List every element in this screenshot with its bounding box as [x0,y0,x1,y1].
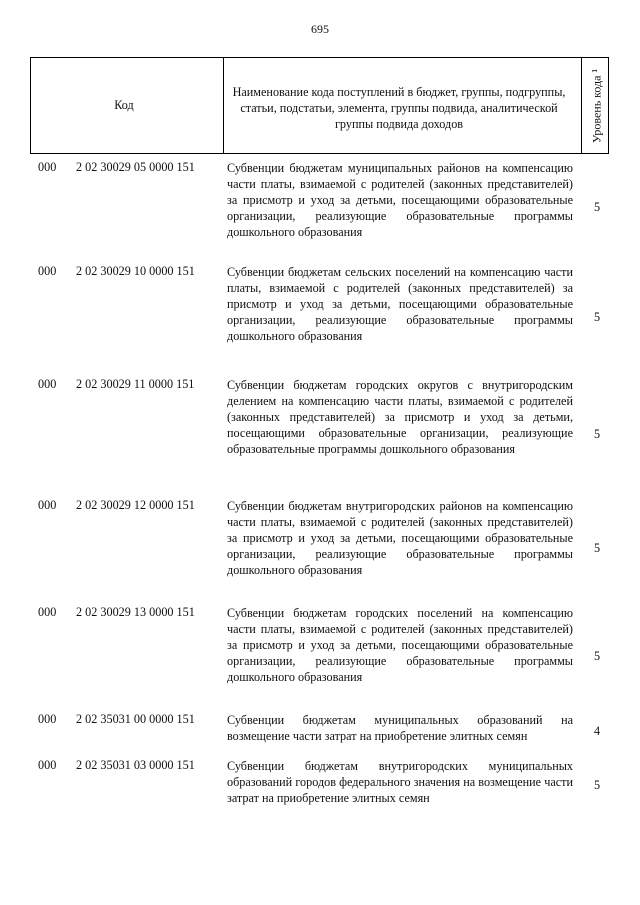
code-level: 4 [593,724,601,738]
admin-code: 000 [38,712,57,726]
row-description: Субвенции бюджетам сельских поселений на компенсацию части платы, взимаемой с родителей (законных представителей) за присмотр и уход за детьми, посещающими образовательные организации, реализующие образовательные программы дошкольного образования [227,265,573,343]
row-description: Субвенции бюджетам внутригородских муниципальных образований городов федерального значения на возмещение части затрат на приобретение элитных семян [227,759,573,805]
code-level: 5 [593,541,601,555]
code-level: 5 [593,778,601,792]
budget-code: 2 02 35031 03 0000 151 [76,758,195,772]
row-description: Субвенции бюджетам городских округов с внутригородским делением на компенсацию части платы, взимаемой с родителей (законных представителей) за присмотр и уход за детьми, посещающими образовательные организации, реализующие образовательные программы дошкольного образования [227,378,573,456]
row-description: Субвенции бюджетам внутригородских районов на компенсацию части платы, взимаемой с родителей (законных представителей) за присмотр и уход за детьми, посещающими образовательные организации, реализующие образовательные программы дошкольного образования [227,499,573,577]
column-divider [581,58,582,153]
code-level: 5 [593,427,601,441]
header-name: Наименование кода поступлений в бюджет, группы, подгруппы, статьи, подстатьи, элемента, группы подвида, аналитической группы подвида доходов [232,84,566,131]
budget-code: 2 02 30029 11 0000 151 [76,377,195,391]
row-description: Субвенции бюджетам муниципальных образований на возмещение части затрат на приобретение элитных семян [227,713,573,743]
table-header [30,57,609,154]
admin-code: 000 [38,758,57,772]
admin-code: 000 [38,160,57,174]
code-level: 5 [593,200,601,214]
admin-code: 000 [38,377,57,391]
header-code-label: Код [114,98,134,112]
admin-code: 000 [38,264,57,278]
table-border-right [608,58,609,153]
budget-code: 2 02 35031 00 0000 151 [76,712,195,726]
budget-code: 2 02 30029 05 0000 151 [76,160,195,174]
row-description: Субвенции бюджетам городских поселений на компенсацию части платы, взимаемой с родителей (законных представителей) за присмотр и уход за детьми, посещающими образовательные организации, реализующие образовательные программы дошкольного образования [227,606,573,684]
budget-code: 2 02 30029 10 0000 151 [76,264,195,278]
code-level: 5 [593,649,601,663]
admin-code: 000 [38,605,57,619]
row-description: Субвенции бюджетам муниципальных районов на компенсацию части платы, взимаемой с родителей (законных представителей) за присмотр и уход за детьми, посещающими образовательные организации, реализующие образовательные программы дошкольного образования [227,161,573,239]
admin-code: 000 [38,498,57,512]
code-level: 5 [593,310,601,324]
budget-code: 2 02 30029 13 0000 151 [76,605,195,619]
budget-code: 2 02 30029 12 0000 151 [76,498,195,512]
header-level-label: Уровень кода ¹ [589,68,604,143]
page-number: 695 [311,22,329,36]
header-code [30,58,218,153]
header-level [585,58,609,153]
